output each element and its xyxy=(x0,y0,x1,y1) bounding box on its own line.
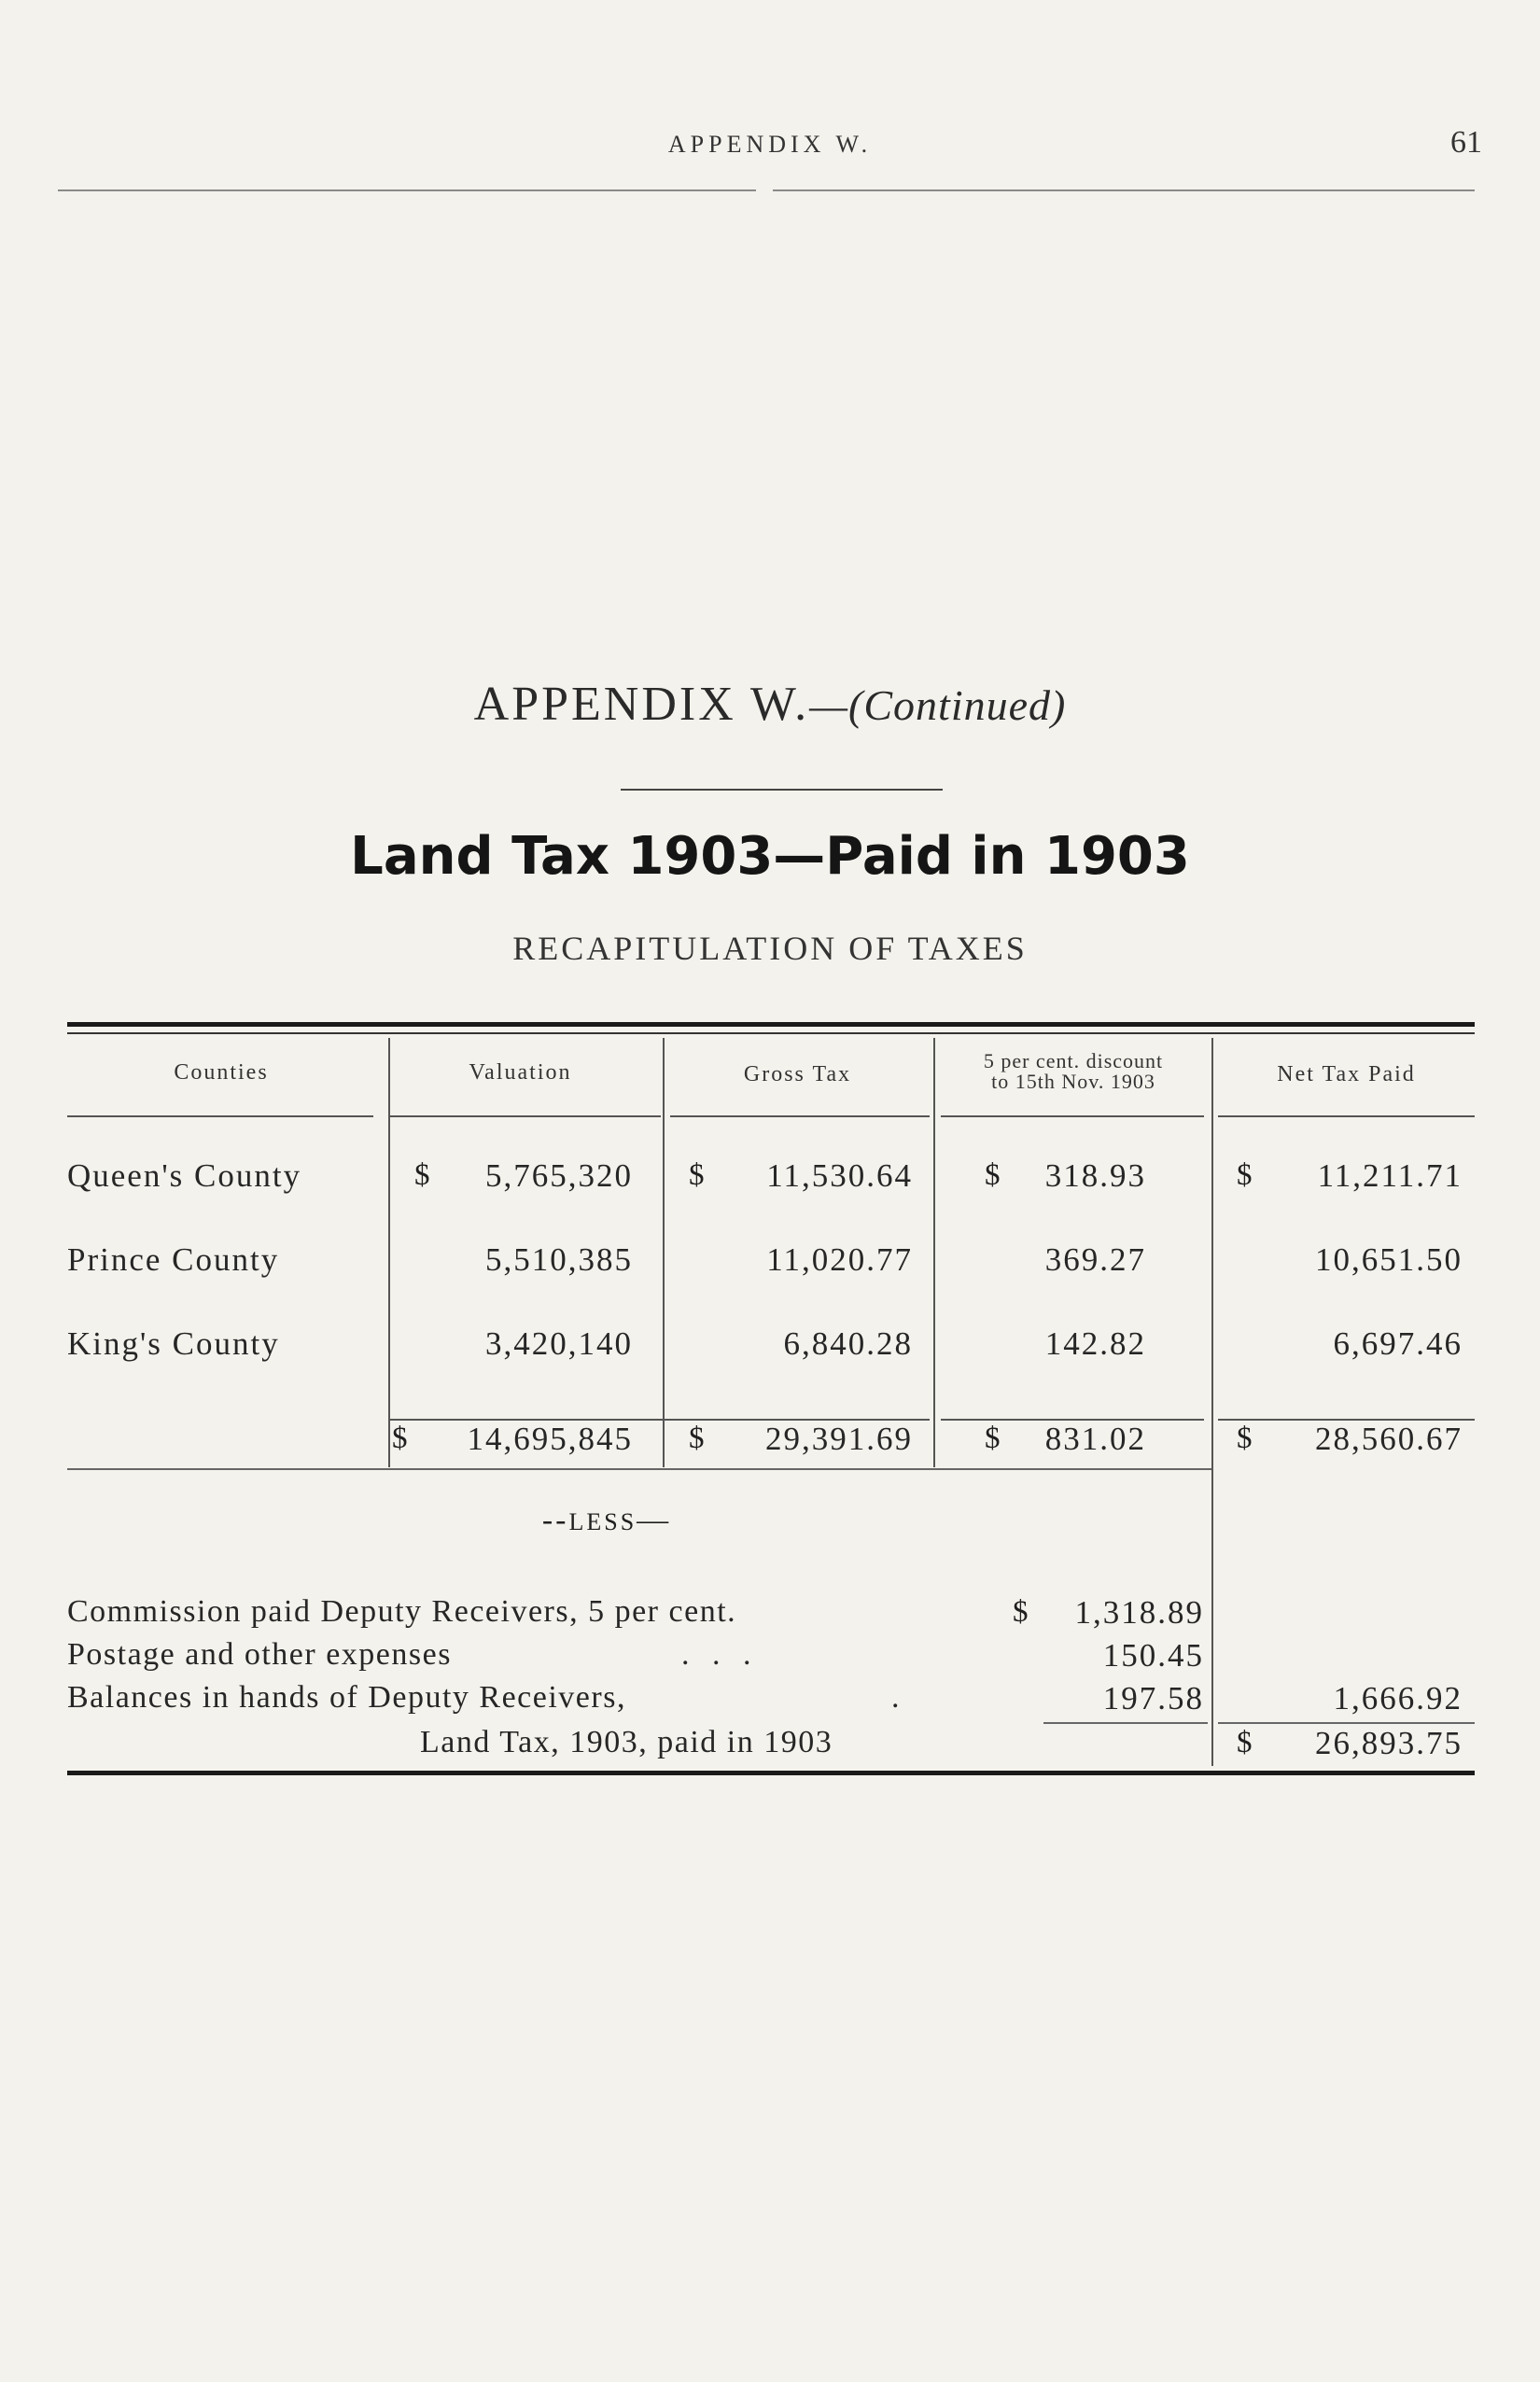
row-discount: 369.27 xyxy=(1044,1241,1146,1278)
deduction-label: Postage and other expenses xyxy=(67,1637,452,1672)
row-valuation: 5,765,320 xyxy=(485,1157,633,1194)
column-header-discount-line1: 5 per cent. discount xyxy=(983,1049,1164,1072)
document-subtitle: RECAPITULATION OF TAXES xyxy=(512,930,1028,967)
row-county-label: Prince County xyxy=(67,1241,280,1278)
total-valuation: 14,695,845 xyxy=(467,1421,633,1457)
subtotal-rule xyxy=(1218,1722,1475,1724)
subtotal-rule xyxy=(1043,1722,1208,1724)
currency-sign: $ xyxy=(1237,1158,1253,1192)
column-header-net-tax: Net Tax Paid xyxy=(1277,1062,1416,1086)
row-discount: 142.82 xyxy=(1044,1325,1146,1362)
deduction-amount: 150.45 xyxy=(1102,1637,1204,1674)
currency-sign: $ xyxy=(985,1158,1001,1192)
title-divider xyxy=(621,789,943,791)
less-heading: --LESS— xyxy=(541,1503,672,1537)
running-header-title: APPENDIX W. xyxy=(667,131,873,158)
currency-sign: $ xyxy=(689,1158,705,1192)
final-amount: 26,893.75 xyxy=(1315,1725,1463,1761)
section-rule xyxy=(67,1468,1211,1470)
row-net-tax: 11,211.71 xyxy=(1317,1157,1463,1194)
less-label: LESS xyxy=(568,1508,637,1535)
deduction-amount: 197.58 xyxy=(1102,1680,1204,1716)
row-gross-tax: 11,020.77 xyxy=(766,1241,913,1278)
header-underline xyxy=(390,1115,661,1117)
row-discount: 318.93 xyxy=(1044,1157,1146,1194)
currency-sign: $ xyxy=(1013,1595,1029,1629)
currency-sign: $ xyxy=(392,1422,408,1455)
leader-dots: . xyxy=(891,1680,901,1715)
column-divider xyxy=(933,1038,935,1467)
total-discount: 831.02 xyxy=(1044,1421,1146,1457)
final-label: Land Tax, 1903, paid in 1903 xyxy=(420,1725,833,1759)
total-gross-tax: 29,391.69 xyxy=(765,1421,913,1457)
deduction-amount: 1,318.89 xyxy=(1074,1594,1204,1631)
currency-sign: $ xyxy=(689,1422,705,1455)
row-net-tax: 10,651.50 xyxy=(1315,1241,1463,1278)
table-bottom-rule xyxy=(67,1771,1475,1775)
column-divider xyxy=(663,1038,665,1467)
table-top-rule-inner xyxy=(67,1032,1475,1034)
appendix-title xyxy=(0,677,1540,732)
currency-sign: $ xyxy=(985,1422,1001,1455)
column-divider xyxy=(1211,1038,1213,1766)
column-header-discount-line2: to 15th Nov. 1903 xyxy=(991,1070,1155,1093)
deduction-label: Balances in hands of Deputy Receivers, xyxy=(67,1680,626,1715)
column-header-gross-tax: Gross Tax xyxy=(743,1062,852,1086)
row-gross-tax: 11,530.64 xyxy=(766,1157,913,1194)
header-underline xyxy=(670,1115,930,1117)
row-valuation: 5,510,385 xyxy=(485,1241,633,1278)
header-rule xyxy=(773,189,1475,191)
deduction-subtotal: 1,666.92 xyxy=(1333,1680,1463,1716)
table-top-rule xyxy=(67,1022,1475,1027)
leader-dots: . . . xyxy=(681,1637,759,1672)
header-underline xyxy=(1218,1115,1475,1117)
document-title: Land Tax 1903—Paid in 1903 xyxy=(350,826,1190,887)
column-header-discount xyxy=(938,1051,1209,1092)
row-county-label: King's County xyxy=(67,1325,280,1362)
appendix-title-main: APPENDIX W. xyxy=(473,678,810,731)
column-header-valuation: Valuation xyxy=(469,1060,572,1085)
row-net-tax: 6,697.46 xyxy=(1333,1325,1463,1362)
total-net-tax: 28,560.67 xyxy=(1315,1421,1463,1457)
currency-sign: $ xyxy=(414,1158,430,1192)
deduction-label: Commission paid Deputy Receivers, 5 per cent. xyxy=(67,1594,737,1629)
row-valuation: 3,420,140 xyxy=(485,1325,633,1362)
row-county-label: Queen's County xyxy=(67,1157,302,1194)
currency-sign: $ xyxy=(1237,1726,1253,1759)
header-rule xyxy=(58,189,756,191)
header-underline xyxy=(941,1115,1204,1117)
currency-sign: $ xyxy=(1237,1422,1253,1455)
appendix-title-continued: —(Continued) xyxy=(809,681,1067,729)
column-divider xyxy=(388,1038,390,1467)
page-number: 61 xyxy=(1450,125,1482,160)
column-header-counties: Counties xyxy=(174,1060,269,1085)
header-underline xyxy=(67,1115,373,1117)
row-gross-tax: 6,840.28 xyxy=(783,1325,913,1362)
